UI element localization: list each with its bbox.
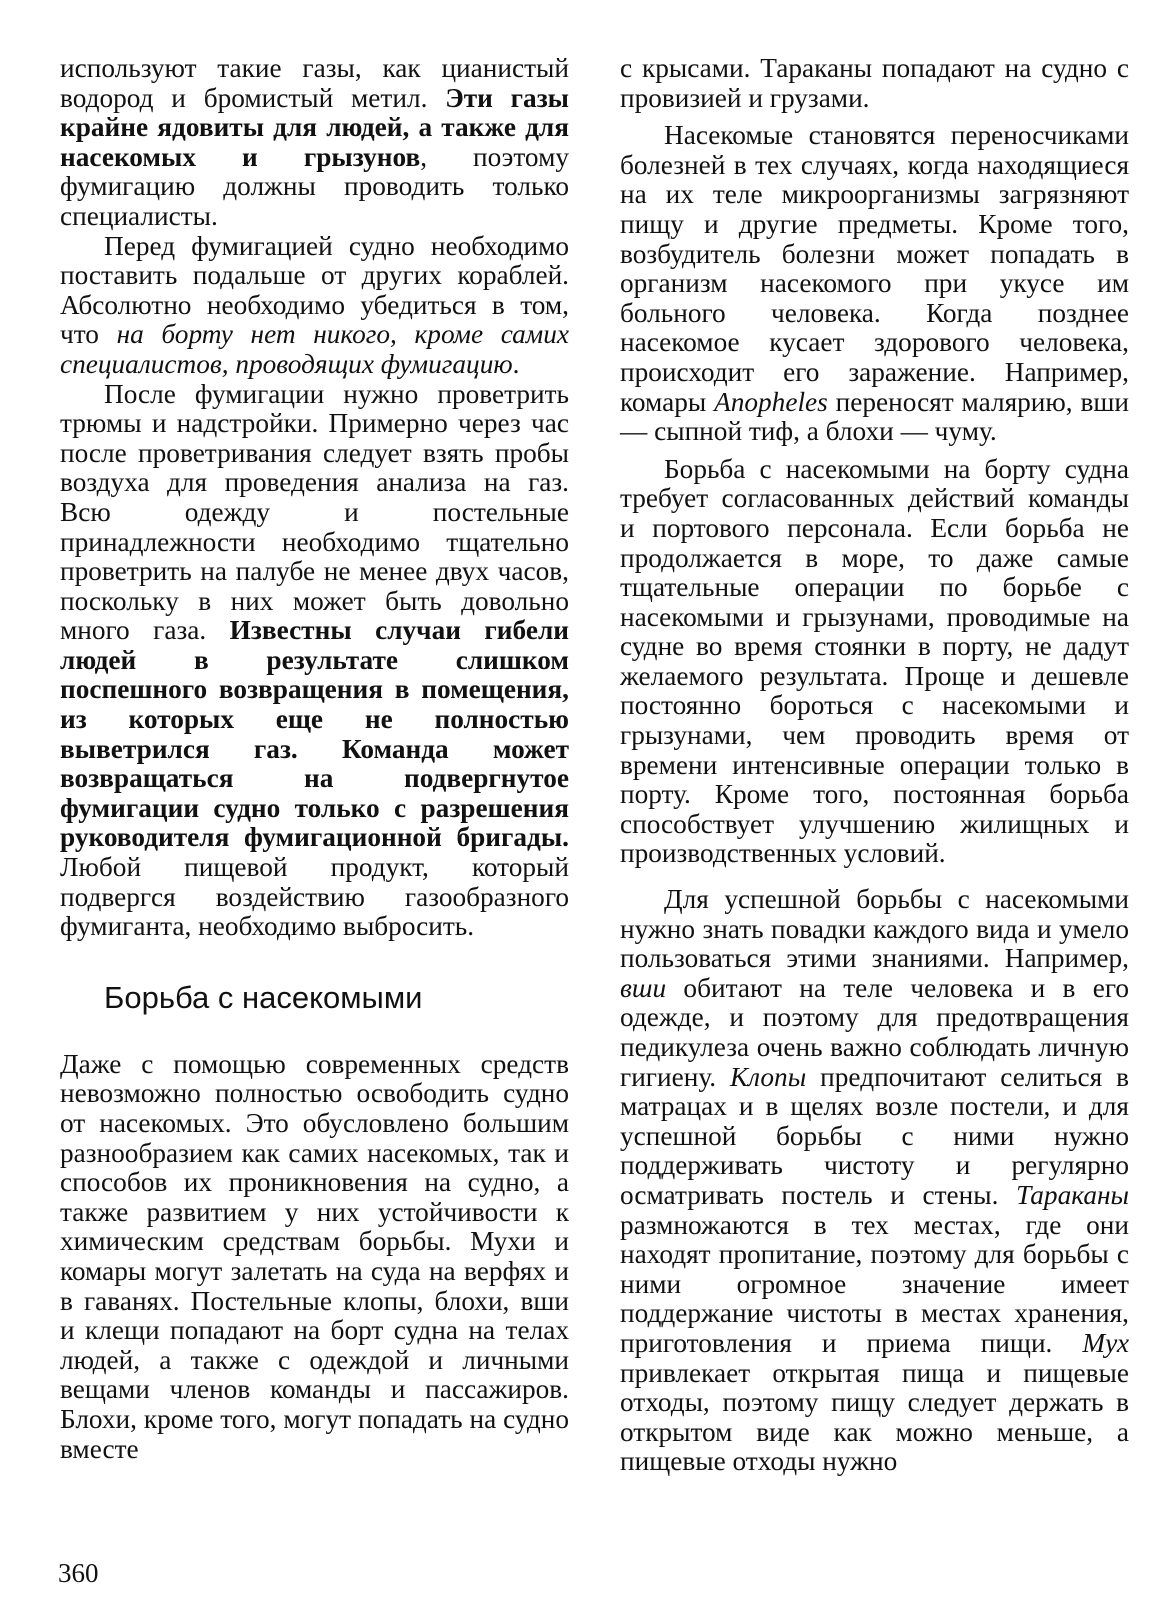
paragraph-habits: Для успешной борьбы с насекомыми нужно знать повадки каждого вида и умело пользоваться этими знаниями. Например, вши обитают на теле человека и в его одежде, и поэтому для предотвращения педикулеза очень важно соблюдать личную гигиену. Клопы предпочитают селиться в матрацах и в щелях возле постели, и для успешной борьбы с ними нужно поддерживать чистоту и регулярно осматривать постель и стены. Тараканы размножаются в тех местах, где они находят пропитание, поэтому для борьбы с ними огромное значение имеет поддержание чистоты в местах хранения, приготовления и приема пищи. Мух привлекает открытая пища и пищевые отходы, поэтому пищу следует держать в открытом виде как можно меньше, а пищевые отходы нужно xyxy=(620,884,1129,1477)
italic-nobody-aboard: на борту нет никого, кроме самих специалистов, проводящих фумигацию xyxy=(60,319,569,379)
paragraph-disease-carriers: Насекомые становятся переносчиками болезней в тех случаях, когда находящиеся на их теле микроорганизмы загрязняют пищу и другие предметы. Кроме того, возбудитель болезни может попадать в организм насекомого при укусе им больного человека. Когда позднее насекомое кусает здорового человека, происходит его заражение. Например, комары Anopheles переносят малярию, вши — сыпной тиф, а блохи — чуму. xyxy=(620,120,1129,447)
italic-flies: Мух xyxy=(1082,1327,1129,1358)
bold-warning-return: Известны случаи гибели людей в результате слишком поспешного возвращения в помещения, из которых еще не полностью выветрился газ. Команда может возвращаться на подвергнутое фумигации судно только с разрешения руководителя фумигационной бригады. xyxy=(60,615,569,853)
section-heading: Борьба с насекомыми xyxy=(104,979,423,1015)
bold-warning-toxic: Эти газы крайне ядовиты для людей, а также для насекомых и грызунов xyxy=(60,82,569,172)
paragraph-before-fumigation: Перед фумигацией судно необходимо поставить подальше от других кораблей. Абсолютно необходимо убедиться в том, что на борту нет никого, кроме самих специалистов, проводящих фумигацию. xyxy=(60,230,569,379)
paragraph-fumigant-gases: используют такие газы, как цианистый водород и бромистый метил. Эти газы крайне ядовиты для людей, а также для насекомых и грызунов, поэтому фумигацию должны проводить только специалисты. xyxy=(60,53,569,231)
right-column xyxy=(620,54,1129,1477)
italic-bedbugs: Клопы xyxy=(730,1061,807,1092)
left-column xyxy=(60,54,569,1464)
paragraph-insects-intro: Даже с помощью современных средств невозможно полностью освободить судно от насекомых. Это обусловлено большим разнообразием как самих насекомых, так и способов их проникновения на судно, а также развитием у них устойчивости к химическим средствам борьбы. Мухи и комары могут залетать на суда на верфях и в гаванях. Постельные клопы, блохи, вши и клещи попадают на борт судна на телах людей, а также с одеждой и личными вещами членов команды и пассажиров. Блохи, кроме того, могут попадать на судно вместе xyxy=(60,1048,569,1464)
paragraph-after-fumigation: После фумигации нужно проветрить трюмы и надстройки. Примерно через час после проветривания следует взять пробы воздуха для проведения анализа на газ. Всю одежду и постельные принадлежности необходимо тщательно проветрить на палубе не менее двух часов, поскольку в них может быть довольно много газа. Известны случаи гибели людей в результате слишком поспешного возвращения в помещения, из которых еще не полностью выветрился газ. Команда может возвращаться на подвергнутое фумигации судно только с разрешения руководителя фумигационной бригады. Любой пищевой продукт, который подвергся воздействию газообразного фумиганта, необходимо выбросить. xyxy=(60,378,569,942)
paragraph-cockroaches: с крысами. Тараканы попадают на судно с провизией и грузами. xyxy=(620,53,1129,113)
italic-lice: вши xyxy=(620,972,667,1003)
page-number: 360 xyxy=(58,1558,99,1588)
italic-anopheles: Anopheles xyxy=(714,386,828,417)
paragraph-pest-control: Борьба с насекомыми на борту судна требует согласованных действий команды и портового персонала. Если борьба не продолжается в море, то даже самые тщательные операции по борьбе с насекомыми и грызунами, проводимые на судне во время стоянки в порту, не дадут желаемого результата. Проще и дешевле постоянно бороться с насекомыми и грызунами, чем проводить время от времени интенсивные операции только в порту. Кроме того, постоянная борьба способствует улучшению жилищных и производственных условий. xyxy=(620,453,1129,869)
italic-cockroaches: Тараканы xyxy=(1016,1179,1129,1210)
